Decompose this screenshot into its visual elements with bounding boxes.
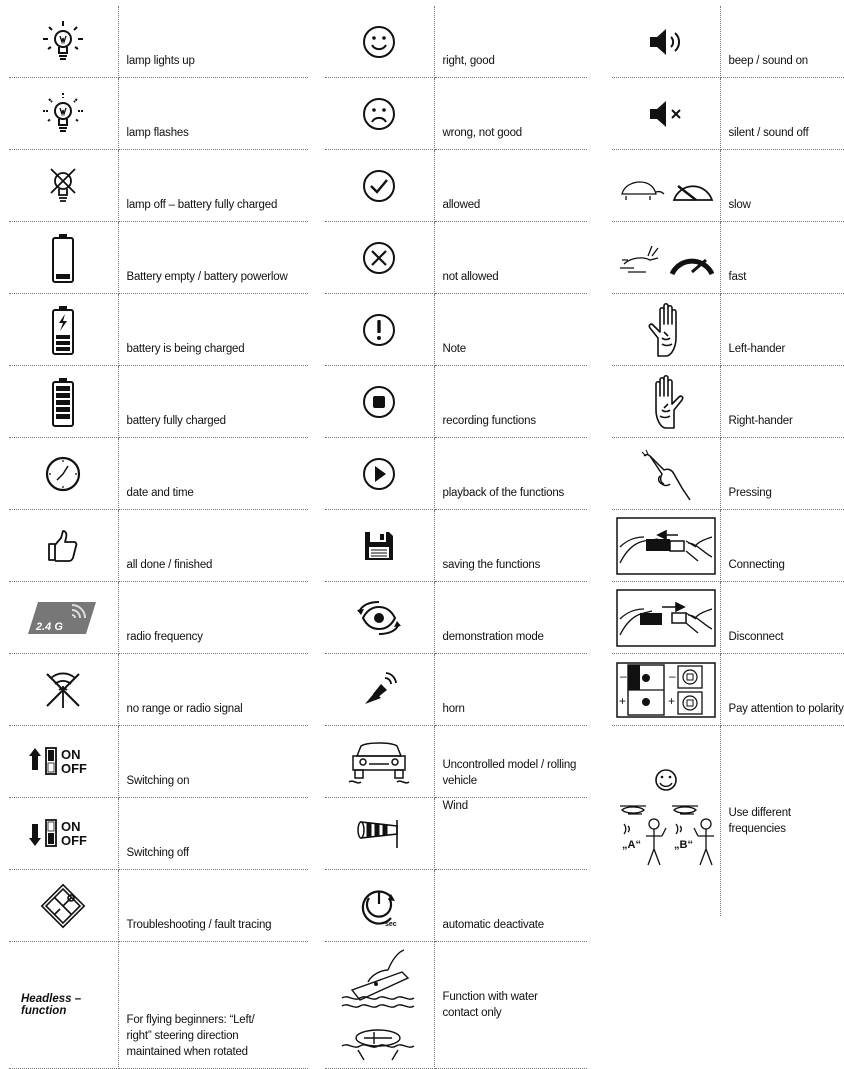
boat-line: contact only [442, 1007, 502, 1019]
lamp-off-icon [43, 163, 83, 209]
legend-row [325, 294, 587, 366]
legend-label: right, good [434, 6, 587, 78]
legend-row [612, 150, 844, 222]
check-circle-icon [361, 168, 397, 204]
legend-row [9, 78, 308, 150]
legend-label: battery fully charged [118, 366, 308, 438]
legend-label: fast [720, 222, 844, 294]
legend-row [9, 366, 308, 438]
legend-row [612, 294, 844, 366]
legend-row [325, 438, 587, 510]
speaker-on-icon [646, 27, 686, 57]
switch-on-icon [23, 742, 103, 782]
rolling-car-icon [347, 738, 411, 786]
legend-row [9, 510, 308, 582]
legend-label: Connecting [720, 510, 844, 582]
left-hand-icon [644, 302, 688, 358]
legend-row [325, 78, 587, 150]
legend-label: Pressing [720, 438, 844, 510]
off-label: OFF [61, 760, 88, 776]
legend-row [9, 870, 308, 942]
slow-turtle-icon [618, 166, 714, 206]
legend-row [9, 726, 308, 798]
demo-eye-icon [355, 600, 403, 636]
legend-row [612, 6, 844, 78]
exclamation-circle-icon [361, 312, 397, 348]
legend-label: wrong, not good [434, 78, 587, 150]
column-3 [612, 6, 844, 916]
legend-row [325, 798, 587, 870]
radio-badge: 2.4 G [36, 620, 64, 633]
boat-water-icon [338, 946, 420, 1064]
legend-row [612, 366, 844, 438]
legend-label: radio frequency [118, 582, 308, 654]
legend-label: automatic deactivate [434, 870, 587, 942]
on-label: ON [61, 818, 81, 834]
legend-label: Pay attention to polarity [720, 654, 844, 726]
troubleshooting-icon [37, 880, 89, 932]
sec-label: sec [385, 920, 397, 928]
column-1 [9, 6, 308, 1069]
legend-row [9, 798, 308, 870]
legend-row [325, 510, 587, 582]
off-label: OFF [61, 832, 88, 848]
legend-label: beep / sound on [720, 6, 844, 78]
radio-2-4g-icon [28, 600, 98, 636]
legend-label: Uncontrolled model / rolling vehicle [434, 726, 587, 798]
legend-label: lamp off – battery fully charged [118, 150, 308, 222]
clock-icon [44, 455, 82, 493]
legend-label: Troubleshooting / fault tracing [118, 870, 308, 942]
legend-label: allowed [434, 150, 587, 222]
pressing-finger-icon [640, 446, 692, 502]
legend-label: battery is being charged [118, 294, 308, 366]
legend-row [325, 726, 587, 798]
record-icon [361, 384, 397, 420]
legend-label: Right-hander [720, 366, 844, 438]
column-2 [325, 6, 587, 1069]
legend-label: Left-hander [720, 294, 844, 366]
battery-full-icon [50, 376, 76, 428]
legend-row [9, 654, 308, 726]
on-label: ON [61, 746, 81, 762]
legend-row [325, 222, 587, 294]
legend-row [325, 654, 587, 726]
legend-row [9, 582, 308, 654]
legend-row [325, 870, 587, 942]
legend-label: saving the functions [434, 510, 587, 582]
no-signal-icon [41, 668, 85, 712]
frequencies-icon [616, 766, 716, 876]
windsock-icon [353, 816, 405, 852]
legend-label: Switching on [118, 726, 308, 798]
legend-label: lamp flashes [118, 78, 308, 150]
polarity-icon [616, 662, 716, 718]
thumbs-up-icon [46, 528, 80, 564]
minus-sign: – [619, 668, 627, 683]
headless-line: right” steering direction [126, 1030, 239, 1042]
legend-row [612, 78, 844, 150]
legend-row [9, 438, 308, 510]
play-icon [361, 456, 397, 492]
legend-row [612, 582, 844, 654]
legend-label: silent / sound off [720, 78, 844, 150]
auto-off-icon [357, 884, 401, 928]
floppy-disk-icon [362, 529, 396, 563]
disconnect-plug-icon [616, 589, 716, 647]
legend-row [9, 6, 308, 78]
legend-label: slow [720, 150, 844, 222]
legend-row [612, 654, 844, 726]
legend-label: horn [434, 654, 587, 726]
lamp-on-icon [39, 19, 87, 65]
horn-icon [359, 670, 399, 710]
freq-a-label: „A“ [621, 839, 641, 851]
boat-line: Function with water [442, 991, 538, 1003]
legend-row [612, 510, 844, 582]
legend-label: Use different frequencies [728, 807, 791, 835]
legend-row [9, 150, 308, 222]
switch-off-icon [23, 814, 103, 854]
right-hand-icon [644, 374, 688, 430]
headless-label: Headless – function [9, 942, 118, 1069]
connect-plug-icon [616, 517, 716, 575]
legend-label: no range or radio signal [118, 654, 308, 726]
battery-empty-icon [50, 232, 76, 284]
legend-label: lamp lights up [118, 6, 308, 78]
legend-label: date and time [118, 438, 308, 510]
legend-row [9, 222, 308, 294]
legend-row-headless [9, 942, 308, 1069]
legend-label: Wind [434, 798, 587, 870]
x-circle-icon [361, 240, 397, 276]
legend-label: recording functions [434, 366, 587, 438]
minus-sign: – [668, 668, 676, 683]
legend-label: Disconnect [720, 582, 844, 654]
headless-line: For flying beginners: “Left/ [126, 1014, 255, 1026]
battery-charging-icon [50, 304, 76, 356]
smiley-icon [361, 24, 397, 60]
legend-row [325, 150, 587, 222]
legend-label: not allowed [434, 222, 587, 294]
legend-row-frequencies [612, 726, 844, 917]
legend-label: Switching off [118, 798, 308, 870]
legend-row [612, 438, 844, 510]
lamp-flash-icon [39, 91, 87, 137]
legend-row-boat [325, 942, 587, 1069]
fast-rabbit-icon [618, 238, 714, 278]
legend-label: all done / finished [118, 510, 308, 582]
legend-row [612, 222, 844, 294]
legend-row [325, 6, 587, 78]
legend-row [325, 582, 587, 654]
freq-b-label: „B“ [673, 839, 693, 851]
plus-sign: + [667, 693, 675, 708]
plus-sign: + [618, 693, 626, 708]
legend-row [325, 366, 587, 438]
legend-label: Battery empty / battery powerlow [118, 222, 308, 294]
speaker-off-icon [646, 99, 686, 129]
sad-face-icon [361, 96, 397, 132]
legend-label: Note [434, 294, 587, 366]
legend-label: playback of the functions [434, 438, 587, 510]
legend-label: demonstration mode [434, 582, 587, 654]
headless-line: maintained when rotated [126, 1046, 248, 1058]
legend-row [9, 294, 308, 366]
